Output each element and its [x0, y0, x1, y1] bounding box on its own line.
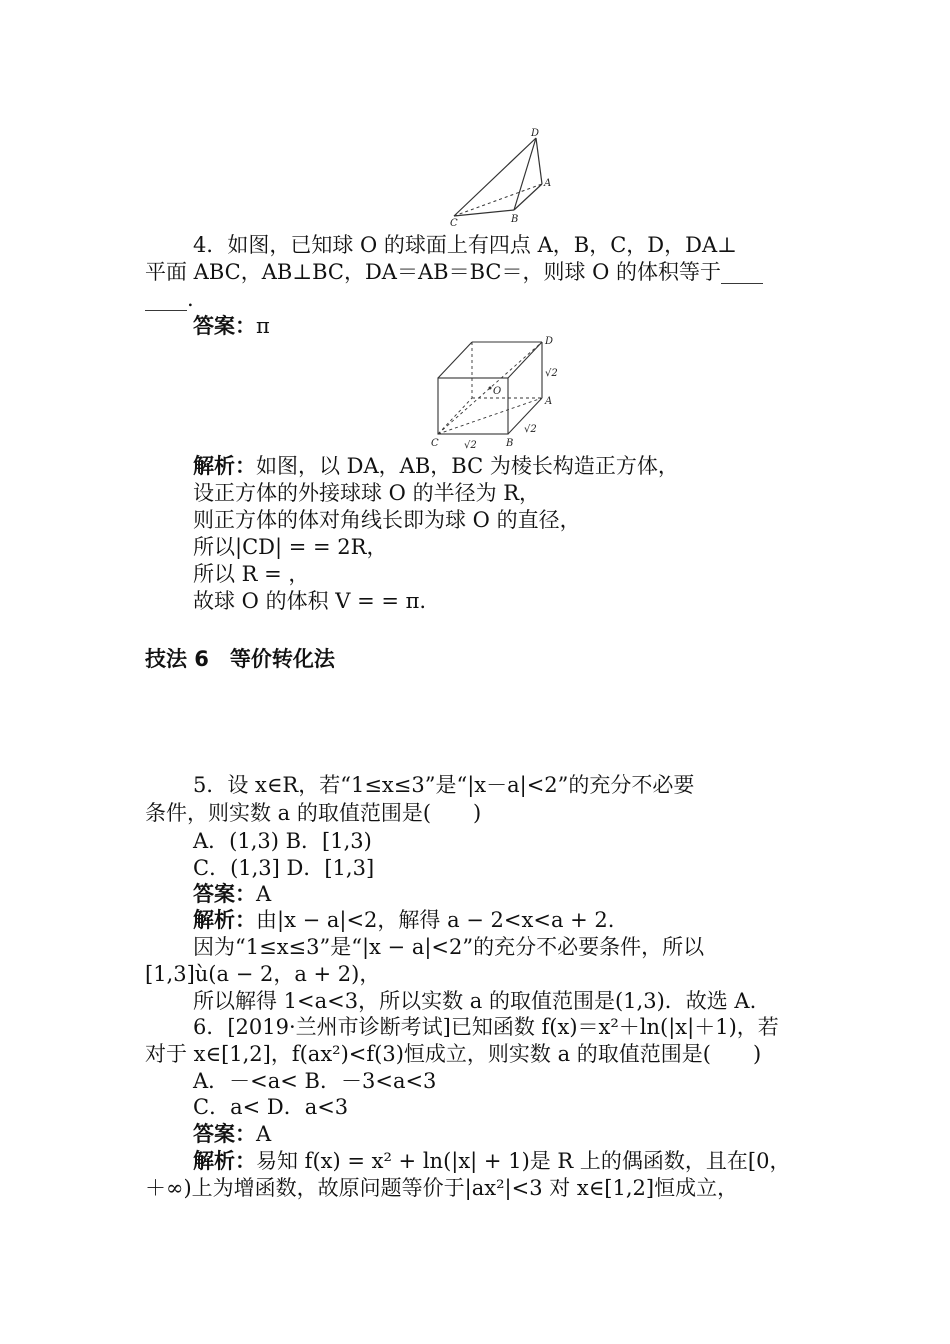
answer-label: 答案： — [193, 1121, 256, 1146]
q5-solution-line-3: [1,3]ù(a − 2，a + 2)， — [145, 962, 381, 986]
solution-text: 由|x − a|<2，解得 a − 2<x<a + 2. — [256, 908, 615, 932]
q4-solution-line-3: 则正方体的体对角线长即为球 O 的直径， — [193, 508, 581, 532]
cube-hidden-side — [438, 398, 472, 434]
label-c: C — [431, 438, 439, 449]
answer-label: 答案： — [193, 313, 256, 338]
cube-figure — [428, 334, 578, 452]
edge-da — [536, 138, 542, 184]
q4-line-2: 平面 ABC，AB⊥BC，DA＝AB＝BC＝，则球 O 的体积等于____ — [145, 260, 764, 284]
solution-text: 易知 f(x) = x² + ln(|x| + 1)是 R 上的偶函数，且在[0， — [256, 1149, 791, 1173]
label-a: A — [544, 178, 552, 189]
q6-solution-line-1 — [193, 1148, 858, 1174]
q4-solution-line-2: 设正方体的外接球球 O 的半径为 R， — [193, 481, 541, 505]
answer-value: π — [256, 314, 270, 338]
solution-label: 解析： — [193, 453, 256, 478]
label-d: D — [545, 336, 554, 347]
q4-solution-line-5: 所以 R = ， — [193, 562, 310, 586]
q5-line-1: 5．设 x∈R，若“1≤x≤3”是“|x－a|<2”的充分不必要 — [193, 773, 695, 797]
q4-line-1: 4．如图，已知球 O 的球面上有四点 A，B，C，D，DA⊥ — [193, 233, 737, 257]
q4-line-3: ____. — [145, 287, 194, 311]
q4-solution-line-4: 所以|CD| = = 2R， — [193, 535, 388, 559]
q6-line-1: 6．[2019·兰州市诊断考试]已知函数 f(x)＝x²＋ln(|x|＋1)，若 — [193, 1015, 779, 1039]
label-d: D — [531, 128, 540, 139]
q6-answer — [193, 1121, 858, 1147]
solution-label: 解析： — [193, 1148, 256, 1173]
solution-text: 如图，以 DA，AB，BC 为棱长构造正方体， — [256, 454, 679, 478]
answer-value: A — [256, 882, 272, 906]
side-label-ab: √2 — [524, 424, 537, 435]
center-o — [489, 387, 492, 390]
label-o: O — [493, 386, 502, 397]
q5-solution-line-4: 所以解得 1<a<3，所以实数 a 的取值范围是(1,3)．故选 A. — [193, 989, 757, 1013]
q4-solution-line-6: 故球 O 的体积 V = = π. — [193, 589, 427, 613]
q6-options-ab: A．－<a< B．－3<a<3 — [193, 1069, 437, 1093]
section-heading: 技法 6 等价转化法 — [145, 647, 335, 671]
label-b: B — [511, 214, 519, 225]
edge-cb — [454, 210, 514, 216]
q6-solution-line-2: ＋∞)上为增函数，故原问题等价于|ax²|<3 对 x∈[1,2]恒成立， — [145, 1176, 739, 1200]
q5-options-ab: A．(1,3) B．[1,3) — [193, 829, 372, 853]
solution-label: 解析： — [193, 907, 256, 932]
q6-line-2: 对于 x∈[1,2]，f(ax²)<f(3)恒成立，则实数 a 的取值范围是( ) — [145, 1042, 762, 1066]
label-a: A — [545, 396, 553, 407]
q5-solution-line-2: 因为“1≤x≤3”是“|x − a|<2”的充分不必要条件，所以 — [193, 935, 705, 959]
side-label-da: √2 — [545, 368, 558, 379]
q5-answer — [193, 881, 858, 907]
answer-value: A — [256, 1122, 272, 1146]
label-c: C — [450, 218, 458, 229]
q5-solution-line-1 — [193, 907, 858, 933]
q5-options-cd: C．(1,3] D．[1,3] — [193, 856, 375, 880]
tetrahedron-figure — [440, 126, 560, 230]
side-label-bc: √2 — [464, 440, 477, 451]
q4-solution-line-1 — [193, 453, 858, 479]
answer-label: 答案： — [193, 881, 256, 906]
cube-top-right — [508, 342, 542, 378]
cube-top-left — [438, 342, 472, 378]
q5-line-2: 条件，则实数 a 的取值范围是( ) — [145, 801, 482, 825]
q6-options-cd: C．a< D．a<3 — [193, 1095, 349, 1119]
label-b: B — [506, 438, 514, 449]
